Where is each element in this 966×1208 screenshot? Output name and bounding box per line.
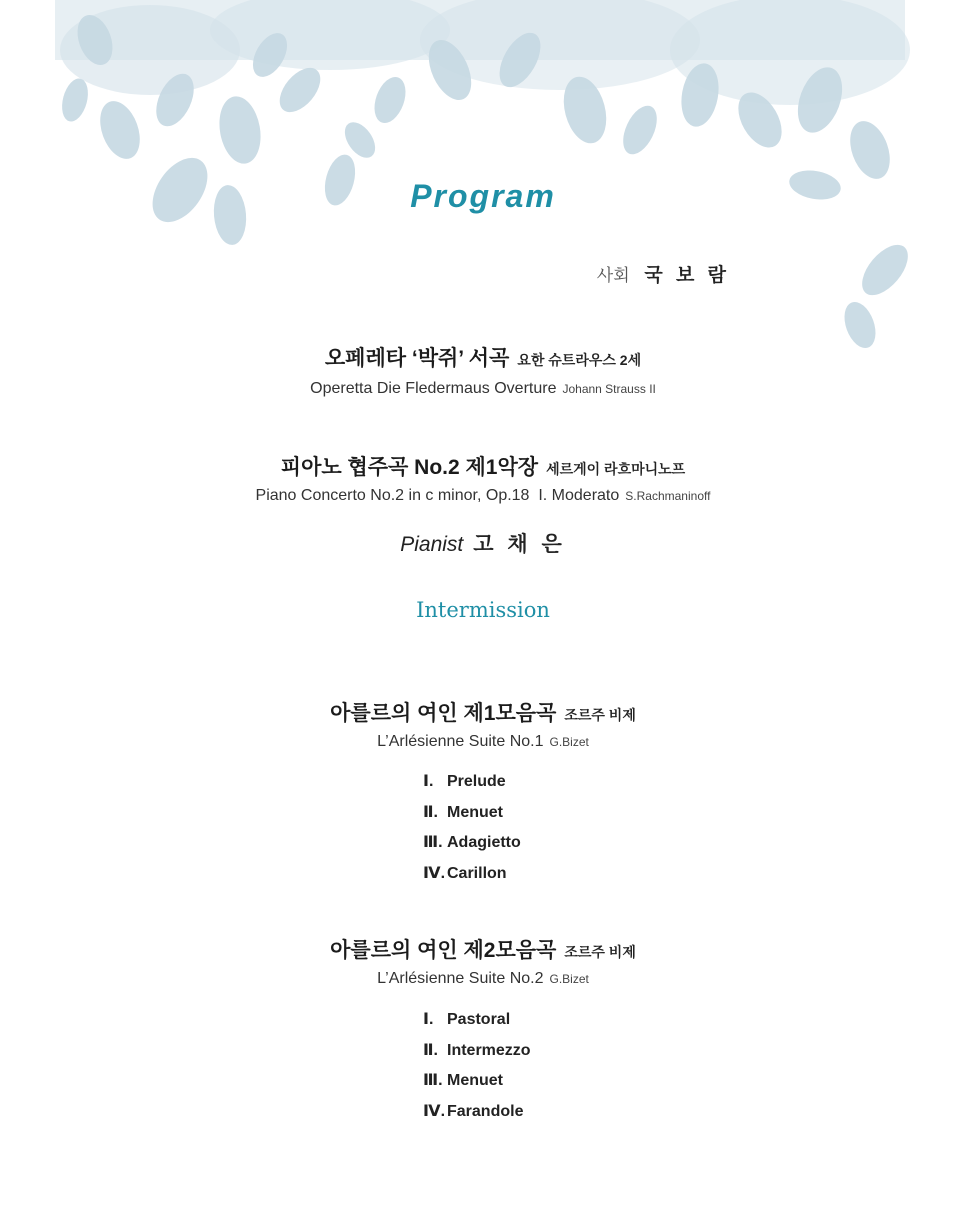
- page-title: Program: [410, 178, 556, 214]
- piece-4-movement-list: [423, 1009, 531, 1131]
- performer-label: Pianist: [400, 533, 464, 556]
- movement-number: Ⅰ.: [423, 773, 434, 790]
- movement-item: [423, 802, 521, 833]
- host-line: [0, 260, 730, 287]
- performer-name: 고 채 은: [473, 533, 566, 556]
- piece-2-korean-title: [0, 451, 966, 481]
- movement-number: Ⅲ.: [423, 1072, 443, 1089]
- movement-number: Ⅲ.: [423, 834, 443, 851]
- piece-1-english-title: [0, 380, 966, 398]
- piece-composer-en: G.Bizet: [549, 735, 589, 749]
- movement-name: Prelude: [447, 773, 506, 790]
- host-name: 국 보 람: [644, 265, 730, 286]
- piece-composer-en: S.Rachmaninoff: [625, 489, 711, 503]
- movement-name: Carillon: [447, 864, 507, 882]
- piece-title-en: L’Arlésienne Suite No.2: [377, 970, 544, 987]
- piece-composer: 조르주 비제: [564, 707, 636, 723]
- movement-name: Farandole: [447, 1102, 524, 1120]
- movement-item: [423, 1009, 531, 1040]
- piece-composer: 세르게이 라흐마니노프: [546, 461, 686, 477]
- piece-composer: 조르주 비제: [564, 944, 636, 960]
- movement-item: [423, 1070, 531, 1101]
- movement-item: [423, 771, 521, 802]
- piece-composer-en: G.Bizet: [549, 972, 589, 986]
- piece-title: 아를르의 여인 제1모음곡: [330, 702, 557, 725]
- movement-item: [423, 1101, 531, 1132]
- piece-4-korean-title: [0, 934, 966, 964]
- piece-3-korean-title: [0, 697, 966, 727]
- movement-number: Ⅳ.: [423, 1102, 446, 1120]
- movement-name: Adagietto: [447, 834, 521, 851]
- piece-2-english-title: [0, 487, 966, 505]
- piece-title: 오페레타 ‘박쥐’ 서곡: [324, 347, 510, 370]
- piece-3-movement-list: [423, 771, 521, 893]
- host-label: 사회: [596, 266, 630, 285]
- piece-3-english-title: [0, 733, 966, 751]
- intermission-label: Intermission: [416, 598, 550, 622]
- piece-title-en: L’Arlésienne Suite No.1: [377, 733, 544, 750]
- piece-composer: 요한 슈트라우스 2세: [517, 352, 642, 368]
- movement-name: Menuet: [447, 1072, 503, 1089]
- movement-number: Ⅳ.: [423, 864, 446, 882]
- piece-1-korean-title: [0, 342, 966, 372]
- movement-number: Ⅱ.: [423, 1041, 438, 1059]
- movement-name: Menuet: [447, 803, 503, 821]
- piece-title: 아를르의 여인 제2모음곡: [330, 939, 557, 962]
- performer-line: [0, 528, 966, 558]
- movement-number: Ⅰ.: [423, 1011, 434, 1028]
- movement-item: [423, 1040, 531, 1071]
- piece-title-en: Operetta Die Fledermaus Overture: [310, 380, 557, 397]
- piece-title-en: Piano Concerto No.2 in c minor, Op.18 I. Moderato: [255, 487, 620, 504]
- piece-4-english-title: [0, 970, 966, 988]
- movement-name: Intermezzo: [447, 1041, 531, 1059]
- piece-title: 피아노 협주곡 No.2 제1악장: [280, 456, 539, 479]
- movement-name: Pastoral: [447, 1011, 511, 1028]
- movement-number: Ⅱ.: [423, 803, 438, 821]
- movement-item: [423, 832, 521, 863]
- movement-item: [423, 863, 521, 894]
- piece-composer-en: Johann Strauss II: [562, 382, 656, 396]
